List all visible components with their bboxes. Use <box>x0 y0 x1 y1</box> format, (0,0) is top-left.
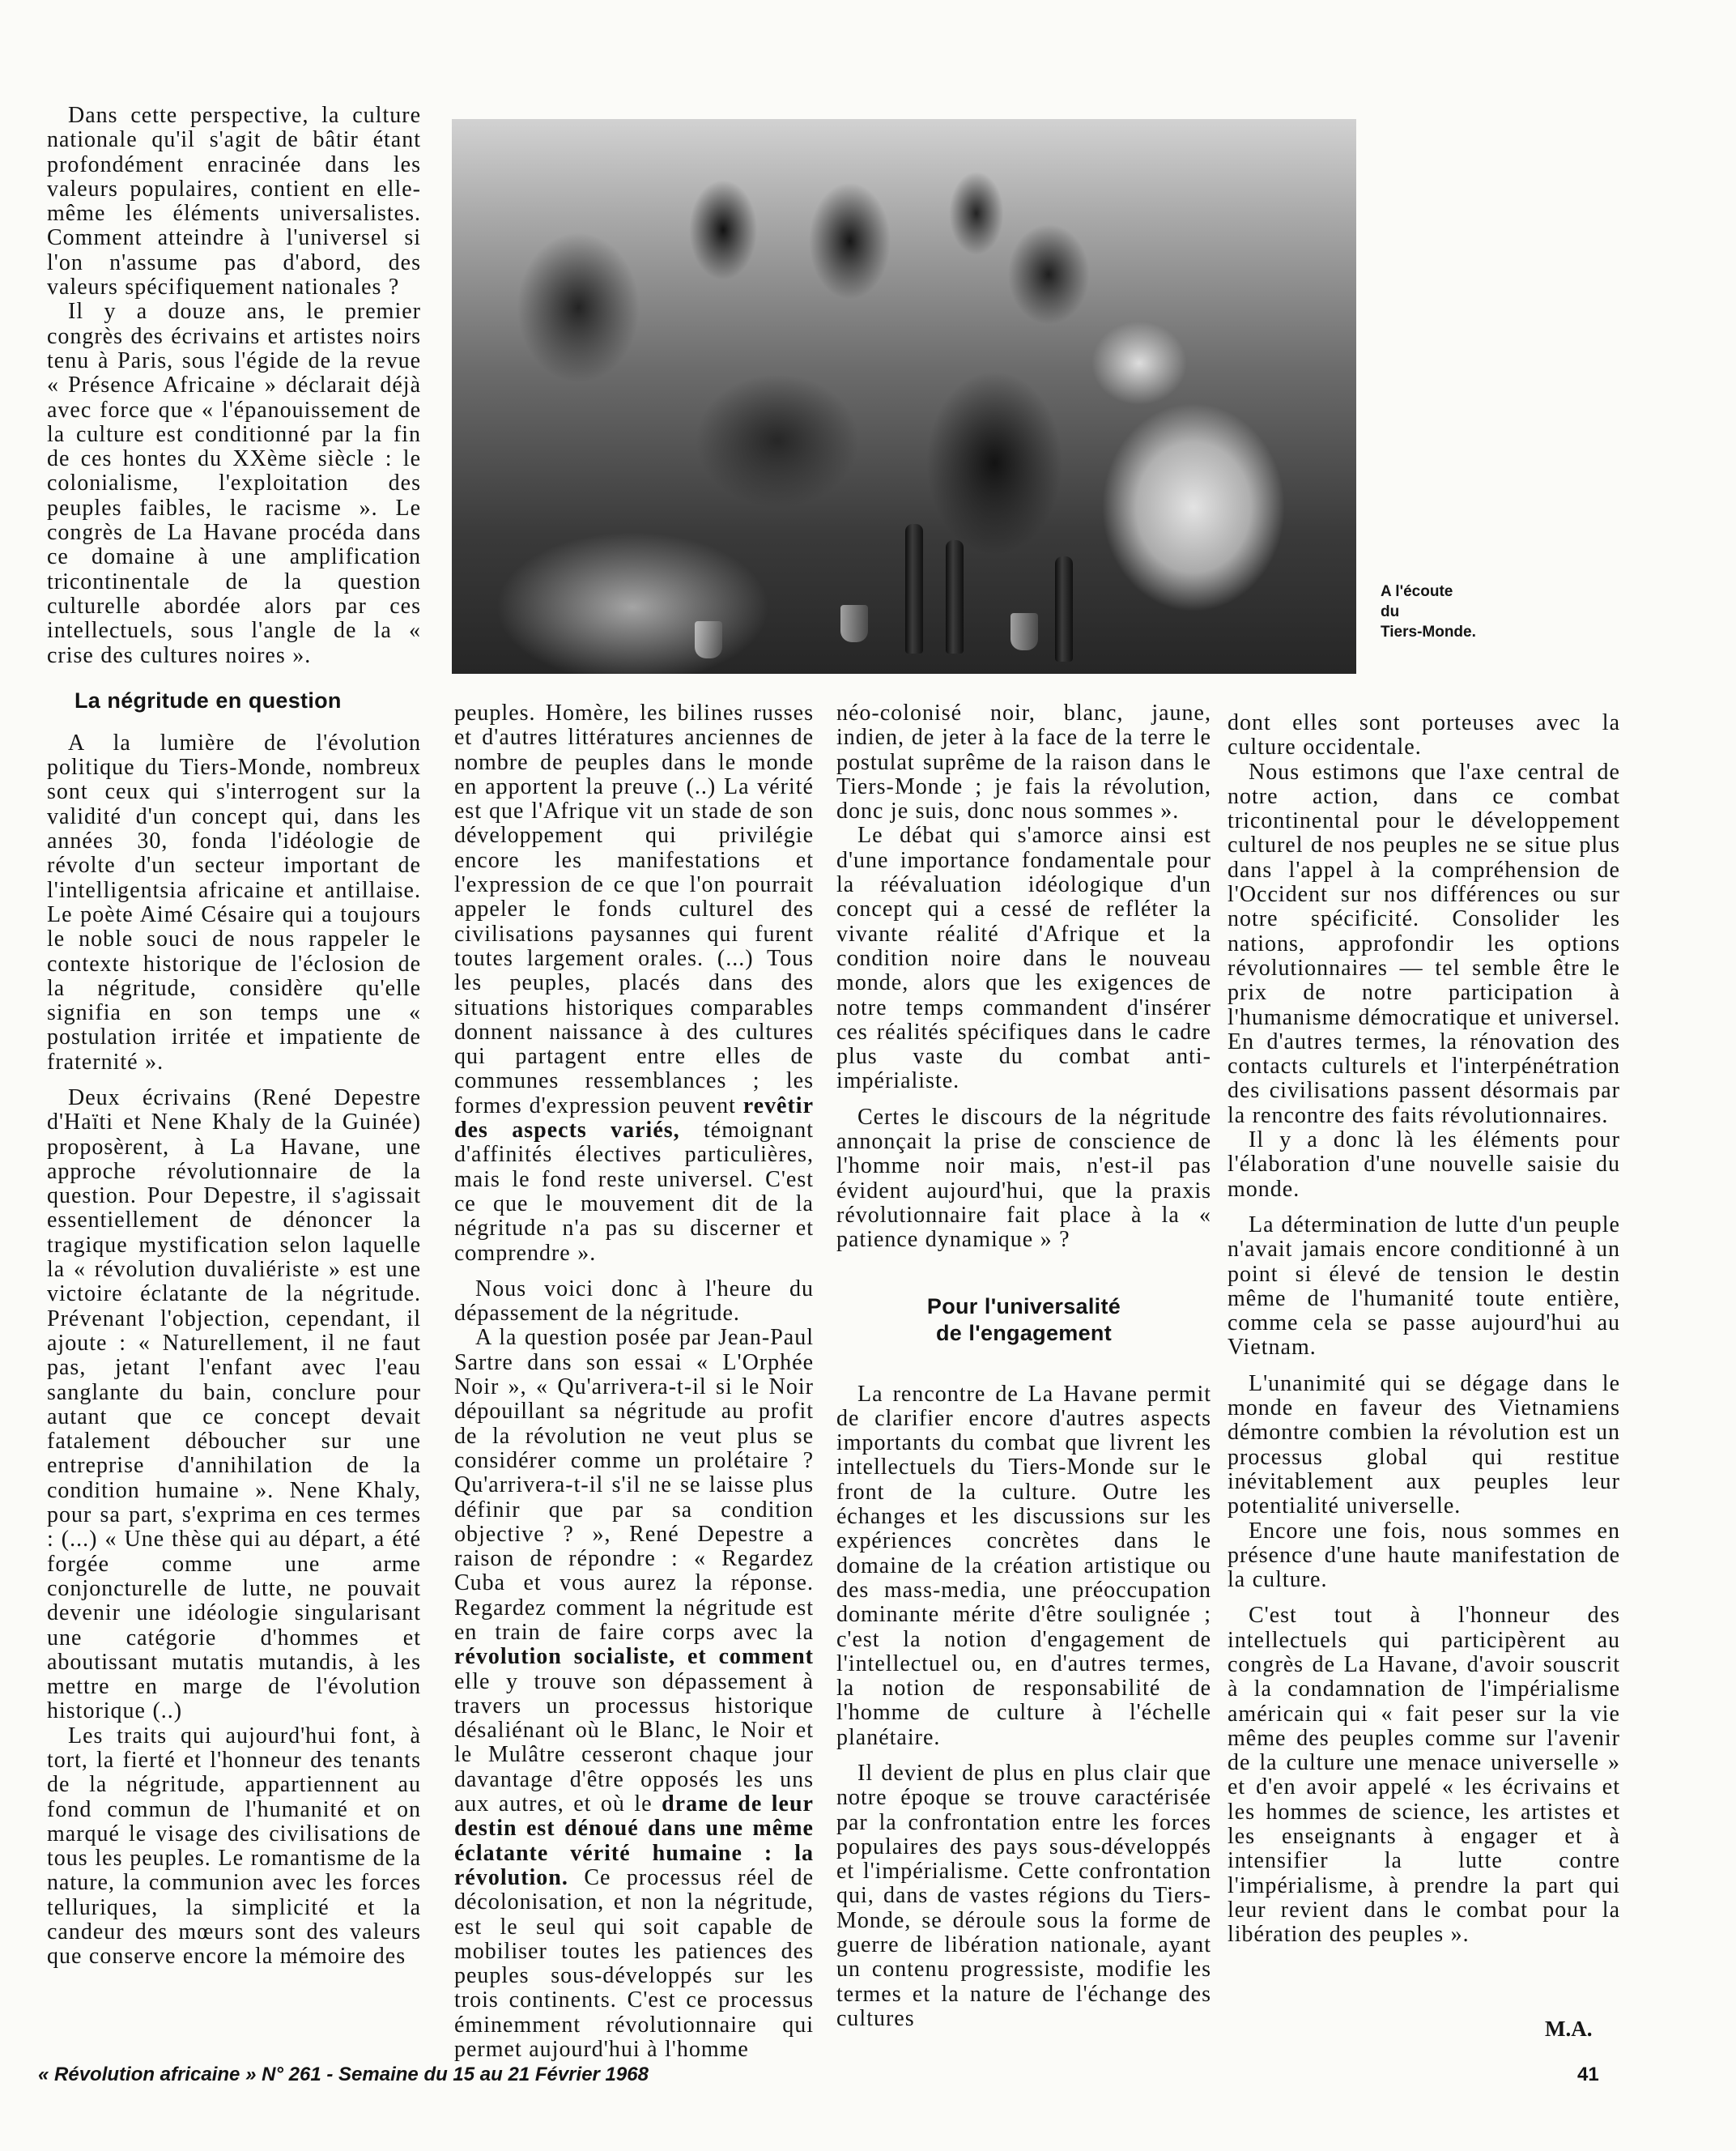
column-1 <box>47 104 421 1970</box>
column-1-paragraph-4: Deux écrivains (René Depestre d'Haïti et Nene Khaly de la Guinée) proposèrent, à La Havane, une approche révolutionnaire de la question. Pour Depestre, il s'agissait essentiellement de dénoncer la tragique mystification selon laquelle la « révolution duvaliériste » est une victoire éclatante de la négritude. Prévenant l'objection, cependant, il ajoute : « Naturellement, il ne faut pas, jetant l'enfant avec l'eau sanglante du bain, conclure pour autant que ce concept devait fatalement déboucher sur une entreprise d'annihilation de la condition humaine ». Nene Khaly, pour sa part, s'exprima en ces termes : (...) « Une thèse qui au départ, a été forgée comme une arme conjoncturelle de lutte, ne pouvait devenir une idéologie singularisant une catégorie d'hommes et aboutissant mutatis mutandis, à les mettre en marge de l'évolution historique (..) <box>47 1084 421 1724</box>
column-3-paragraph-3: Certes le discours de la négritude annonçait la prise de conscience de l'homme noir mais, n'est-il pas évident aujourd'hui, que la praxis révolutionnaire fait place à la « patience dynamique » ? <box>836 1104 1211 1253</box>
caption-line: A l'écoute <box>1381 583 1453 600</box>
column-1-paragraph-2: Il y a douze ans, le premier congrès des écrivains et artistes noirs tenu à Paris, sous l'égide de la revue « Présence Africaine » déclarait déjà avec force que « l'épanouissement de la culture est conditionné par la fin de ces hontes du XXème siècle : le colonialisme, l'exploitation des peuples faibles, le racisme ». Le congrès de La Havane procéda dans ce domaine à une amplification tricontinentale de la question culturelle abordée alors par ces intellectuels, sous l'angle de la « crise des cultures noires ». <box>47 299 421 668</box>
column-4-paragraph-4: La détermination de lutte d'un peuple n'avait jamais encore conditionné à un point si élevé de tension le destin même de l'humanité toute entière, comme cela se passe aujourd'hui au Vietnam. <box>1228 1212 1620 1361</box>
section-heading-negritude: La négritude en question <box>74 688 342 713</box>
column-4-paragraph-5: L'unanimité qui se dégage dans le monde en faveur des Vietnamiens démontre combien la révolution est un processus global qui restitue inévitablement aux peuples leur potentialité universelle. <box>1228 1370 1620 1519</box>
column-1-paragraph-3: A la lumière de l'évolution politique du Tiers-Monde, nombreux sont ceux qui s'interrogent sur la validité d'un concept qui, dans les années 30, fonda l'idéologie de révolte d'un secteur important de l'intelligentsia africaine et antillaise. Le poète Aimé Césaire qui a toujours le noble souci de nous rappeler le contexte historique de l'éclosion de la négritude, considère qu'elle signifia en son temps une « postulation irritée et impatiente de fraternité ». <box>47 730 421 1075</box>
column-2-paragraph-2: Nous voici donc à l'heure du dépassement de la négritude. <box>454 1276 814 1327</box>
photo-detail-bottle <box>905 524 923 654</box>
column-3-paragraph-4: La rencontre de La Havane permit de clarifier encore d'autres aspects importants du combat que livrent les intellectuels du Tiers-Monde sur le front de la culture. Outre les échanges et les discussions sur les expériences concrètes dans le domaine de la création artistique ou des mass-media, une préoccupation dominante mérite d'être soulignée ; c'est la notion d'engagement de l'intellectuel ou, en d'autres termes, la notion de responsabilité de l'homme de culture à l'échelle planétaire. <box>836 1381 1211 1750</box>
text-segment: A la question posée par Jean-Paul Sartre dans son essai « L'Orphée Noir », « Qu'arrivera-t-il si le Noir dépouillant sa négritude au profit de la révolution ne veut plus se considérer comme un prolétaire ? Qu'arrivera-t-il s'il ne se laisse plus définir que par sa condition objective ? », René Depestre a raison de répondre : « Regardez Cuba et vous aurez la réponse. Regardez comment la négritude est en train de faire corps avec la <box>454 1325 814 1645</box>
column-1-paragraph-1: Dans cette perspective, la culture nationale qu'il s'agit de bâtir étant profondément enracinée dans les valeurs populaires, contient en elle-même les éléments universalistes. Comment atteindre à l'universel si l'on n'assume pas d'abord, des valeurs spécifiquement nationales ? <box>47 103 421 300</box>
photo-detail-glass <box>1011 613 1038 650</box>
column-4-paragraph-1: dont elles sont porteuses avec la culture occidentale. <box>1228 710 1620 760</box>
photo-detail-bottle <box>1055 556 1073 662</box>
column-3-paragraph-2: Le débat qui s'amorce ainsi est d'une importance fondamentale pour la réévaluation idéologique d'un concept qui a cessé de refléter la vivante réalité d'Afrique et la condition noire dans le nouveau monde, alors que les exigences de notre temps commandent d'insérer ces réalités spécifiques dans le cadre plus vaste du combat anti-impérialiste. <box>836 823 1211 1094</box>
column-4-paragraph-6: Encore une fois, nous sommes en présence d'une haute manifestation de la culture. <box>1228 1518 1620 1593</box>
column-4-paragraph-2: Nous estimons que l'axe central de notre action, dans ce combat tricontinental pour le développement culturel de nos peuples ne se situe plus dans l'appel à la compréhension de l'Occident sur nos différences ou sur notre spécificité. Consolider les nations, approfondir les options révolutionnaires — tel semble être le prix de notre participation à l'humanisme démocratique et universel. En d'autres termes, la rénovation des contacts culturels et l'interpénétration des civilisations passent désormais par la rencontre des faits révolutionnaires. <box>1228 759 1620 1128</box>
caption-line: Tiers-Monde. <box>1381 624 1476 641</box>
bold-text-segment: revêtir des aspects variés, <box>454 1093 814 1144</box>
column-1-paragraph-5: Les traits qui aujourd'hui font, à tort, la fierté et l'honneur des tenants de la négritude, appartiennent au fond commun de l'humanité et on marqué le visage des civilisations de tous les peuples. Le romantisme de la nature, la communion avec les forces telluriques, la simplicité et la candeur des mœurs sont des valeurs que conserve encore la mémoire des <box>47 1723 421 1970</box>
text-segment: Ce processus réel de décolonisation, et non la négritude, est le seul qui soit capable de mobiliser toutes les patiences des peuples sous-développés sur les trois continents. C'est ce processus éminemment révolutionnaire qui permet aujourd'hui à l'homme <box>454 1864 814 2063</box>
heading-line: Pour l'universalité <box>926 1293 1121 1318</box>
column-4-paragraph-3: Il y a donc là les éléments pour l'élaboration d'une nouvelle saisie du monde. <box>1228 1127 1620 1202</box>
photo-detail-glass <box>695 621 722 658</box>
bold-text-segment: révolution socialiste, et comment <box>454 1644 814 1670</box>
column-4 <box>1228 711 1620 1948</box>
author-signature: M.A. <box>1545 2017 1593 2041</box>
column-2-paragraph-1 <box>454 701 814 1266</box>
text-segment: peuples. Homère, les bilines russes et d'autres littératures anciennes de nombre de peuples dans le monde en apportent la preuve (..) La vérité est que l'Afrique vit un stade de son développement qui privilégie encore les manifestations et l'expression de ce que l'on pourrait appeler le fonds culturel des civilisations paysannes qui furent toutes largement orales. (...) Tous les peuples, placés dans des situations historiques comparables donnent naissance à des cultures qui partagent entre elles de communes ressemblances ; les formes d'expression peuvent <box>454 701 814 1118</box>
page-number: 41 <box>1577 2064 1599 2085</box>
text-segment: elle y trouve son dépassement à travers un processus historique désaliénant où le Blanc, le Noir et le Mulâtre cesseront chaque jour davantage d'être opposés les uns aux autres, et où le <box>454 1668 814 1817</box>
column-2-paragraph-3 <box>454 1326 814 2062</box>
column-3-paragraph-5: Il devient de plus en plus clair que notre époque se trouve caractérisée par la confrontation entre les forces populaires des pays sous-développés et l'impérialisme. Cette confrontation qui, dans de vastes régions du Tiers-Monde, se déroule sous la forme de guerre de libération nationale, ayant un contenu progressiste, modifie les termes et la nature de l'échange des cultures <box>836 1760 1211 2031</box>
heading-line: de l'engagement <box>936 1320 1112 1345</box>
photo <box>452 119 1356 674</box>
column-2 <box>454 701 814 2062</box>
bold-text-segment: drame de leur destin est dénoué dans une même éclatante vérité humaine : la révolution. <box>454 1791 814 1890</box>
section-heading-engagement <box>836 1293 1211 1347</box>
column-3-paragraph-1: néo-colonisé noir, blanc, jaune, indien, de jeter à la face de la terre le postulat suprême de la raison dans le Tiers-Monde ; je fais la révolution, donc je suis, donc nous sommes ». <box>836 701 1211 824</box>
photo-detail-glass <box>840 605 868 642</box>
photo-detail-bottle <box>946 540 964 654</box>
column-4-paragraph-7: C'est tout à l'honneur des intellectuels qui participèrent au congrès de La Havane, d'avoir souscrit à la condamnation de l'impérialisme américain qui « fait peser sur la vie même des peuples comme sur l'avenir de la culture une menace universelle » et d'en avoir appelé « les écrivains et les hommes de science, les artistes et les enseignants à engager et à intensifier la lutte contre l'impérialisme, à prendre la part qui leur revient dans le combat pour la libération des peuples ». <box>1228 1603 1620 1948</box>
caption-line: du <box>1381 603 1400 620</box>
column-3 <box>836 701 1211 2031</box>
text-segment: témoignant d'affinités électives particulières, mais le fond reste universel. C'est ce que le mouvement dit de la négritude n'a pas su discerner et comprendre ». <box>454 1118 814 1266</box>
footer-publication-line: « Révolution africaine » N° 261 - Semaine du 15 au 21 Février 1968 <box>38 2064 649 2085</box>
photo-caption <box>1381 581 1476 642</box>
